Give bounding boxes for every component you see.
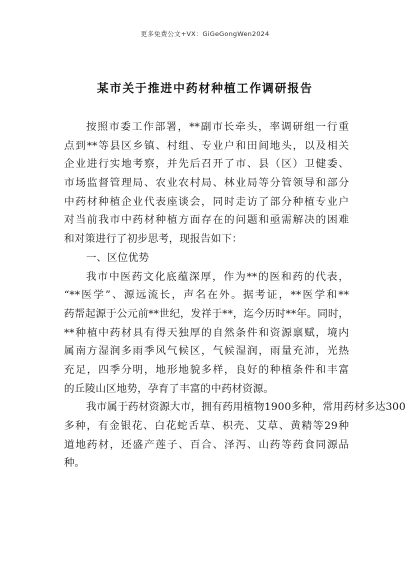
text-line: 对当前我市中药材种植方面存在的问题和亟需解决的困难	[64, 214, 349, 227]
text-line: 种。	[64, 457, 85, 470]
text-line: 企业进行实地考察，并先后召开了市、县（区）卫健委、	[64, 158, 349, 171]
text-line: 点到**等县区乡镇、村组、专业户和田间地头，以及相关	[64, 139, 349, 152]
text-line: “**医学”、源远流长，声名在外。据考证，**医学和**	[64, 289, 349, 302]
text-line: 充足，四季分明，地形地貌多样，良好的种植条件和丰富	[64, 363, 349, 376]
text-line: 我市中医药文化底蕴深厚，作为**的医和药的代表，	[86, 270, 349, 283]
text-line: 市场监督管理局、农业农村局、林业局等分管领导和部分	[64, 177, 349, 190]
text-line: 和对策进行了初步思考，现报告如下：	[64, 233, 243, 246]
text-line: 按照市委工作部署，**副市长牵头，率调研组一行重	[86, 121, 349, 133]
paragraph-resources	[64, 398, 406, 473]
text-line: 的丘陵山区地势，孕育了丰富的中药材资源。	[64, 382, 274, 395]
section-heading-text: 一、区位优势	[86, 251, 149, 264]
text-line: **种植中药材具有得天独厚的自然条件和资源禀赋，境内	[64, 326, 349, 339]
text-line: 药帮起源于公元前**世纪，发祥于**，迄今历时**年。同时，	[64, 307, 349, 320]
paragraph-culture	[64, 268, 349, 399]
document-body	[64, 118, 406, 473]
section-heading	[64, 249, 349, 268]
text-line: 道地药材，还盛产莲子、百合、泽泻、山药等药食同源品	[64, 438, 349, 451]
document-title: 某市关于推进中药材种植工作调研报告	[97, 81, 313, 95]
text-line: 属南方湿润多雨季风气候区，气候湿润，雨量充沛，光热	[64, 345, 349, 358]
text-line: 中药材种植企业代表座谈会，同时走访了部分种植专业户	[64, 195, 349, 208]
text-line: 我市属于药材资源大市，拥有药用植物1900多种，常用药材多达300	[86, 401, 406, 414]
header-note: 更多免费公文+VX：GiGeGongWen2024	[140, 30, 270, 38]
paragraph-intro	[64, 118, 349, 249]
text-line: 多种，有金银花、白花蛇舌草、枳壳、艾草、黄精等29种	[64, 420, 349, 432]
